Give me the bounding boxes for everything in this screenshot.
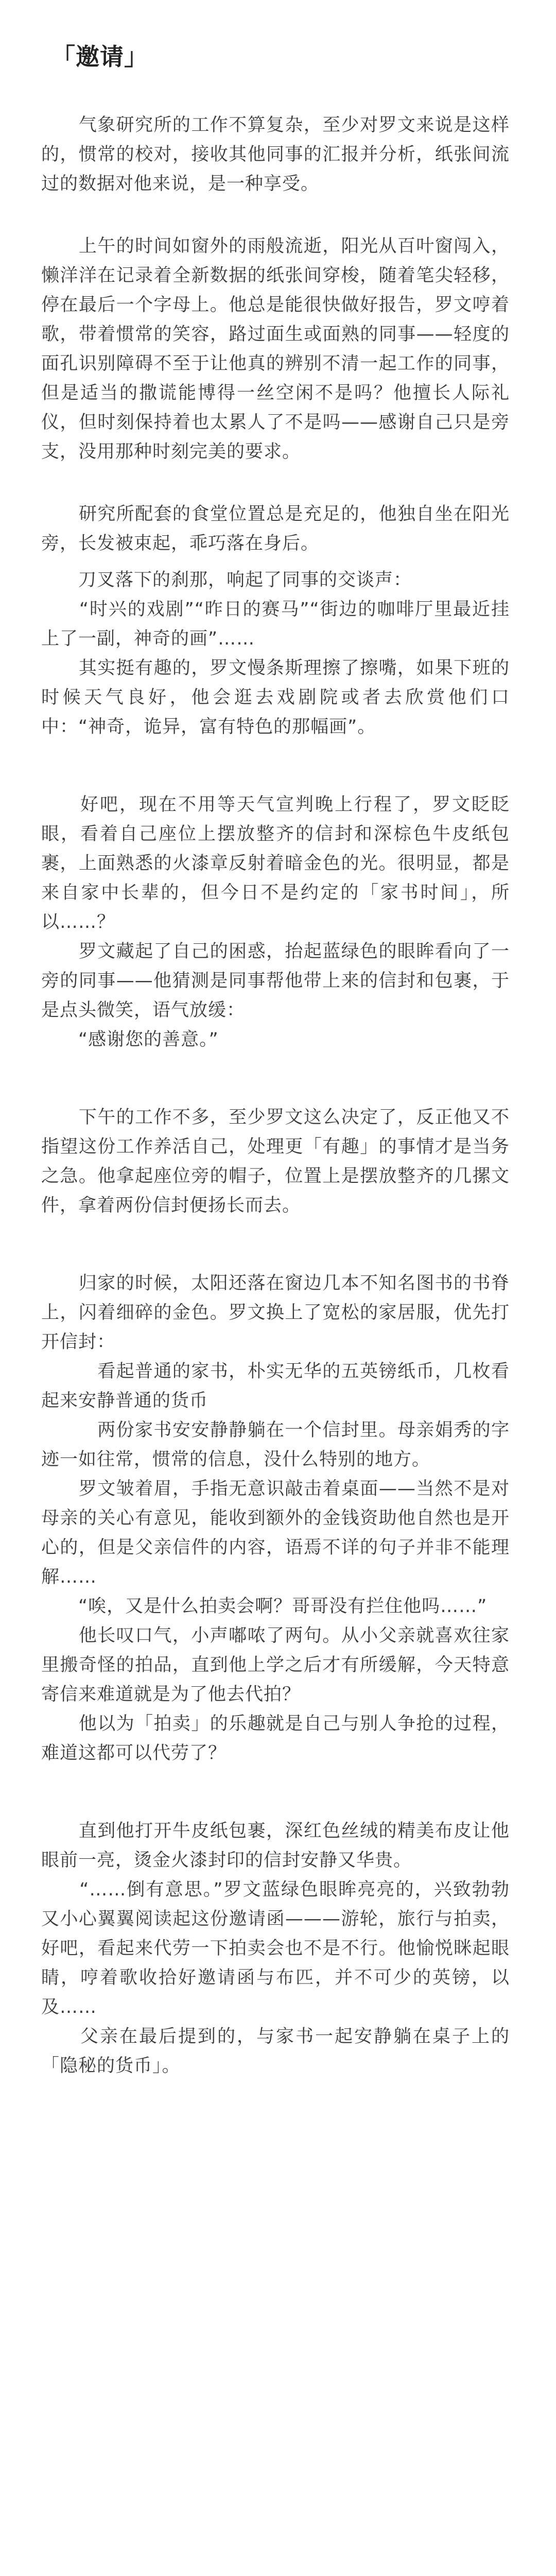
paragraph: “时兴的戏剧”“昨日的赛马”“街边的咖啡厅里最近挂上了一副，神奇的画”…… — [41, 599, 510, 649]
paragraph: 父亲在最后提到的，与家书一起安静躺在桌子上的「隐秘的货币」。 — [41, 2026, 510, 2076]
paragraph: 他长叹口气，小声嘟哝了两句。从小父亲就喜欢往家里搬奇怪的拍品，直到他上学之后才有所缓解，今天特意寄信来难道就是为了他去代拍？ — [41, 1625, 510, 1705]
article-title: 「邀请」 — [51, 43, 148, 71]
paragraph: 下午的工作不多，至少罗文这么决定了，反正他又不指望这份工作养活自己，处理更「有趣」的事情才是当务之急。他拿起座位旁的帽子，位置上是摆放整齐的几摞文件，拿着两份信封便扬长而去。 — [41, 1107, 510, 1216]
paragraph: 好吧，现在不用等天气宣判晚上行程了，罗文眨眨眼，看着自己座位上摆放整齐的信封和深棕色牛皮纸包裹，上面熟悉的火漆章反射着暗金色的光。很明显，都是来自家中长辈的，但今日不是约定的「家书时间」，所以……？ — [41, 794, 510, 933]
paragraph: 其实挺有趣的，罗文慢条斯理擦了擦嘴，如果下班的时候天气良好，他会逛去戏剧院或者去欣赏他们口中：“神奇，诡异，富有特色的那幅画”。 — [41, 658, 510, 737]
article-body — [41, 111, 510, 2081]
paragraph: 直到他打开牛皮纸包裹，深红色丝绒的精美布皮让他眼前一亮，烫金火漆封印的信封安静又华贵。 — [41, 1821, 510, 1871]
paragraph: 归家的时候，太阳还落在窗边几本不知名图书的书脊上，闪着细碎的金色。罗文换上了宽松的家居服，优先打开信封： — [41, 1273, 510, 1352]
paragraph: “唉，又是什么拍卖会啊？哥哥没有拦住他吗……” — [41, 1596, 488, 1617]
paragraph: 气象研究所的工作不算复杂，至少对罗文来说是这样的，惯常的校对，接收其他同事的汇报并分析，纸张间流过的数据对他来说，是一种享受。 — [41, 115, 510, 194]
paragraph: 上午的时间如窗外的雨般流逝，阳光从百叶窗闯入，懒洋洋在记录着全新数据的纸张间穿梭，随着笔尖轻移，停在最后一个字母上。他总是能很快做好报告，罗文哼着歌，带着惯常的笑容，路过面生或面熟的同事——轻度的面孔识别障碍不至于让他真的辨别不清一起工作的同事，但是适当的撒谎能博得一丝空闲不是吗？他擅长人际礼仪，但时刻保持着也太累人了不是吗——感谢自己只是旁支，没用那种时刻完美的要求。 — [41, 236, 510, 462]
paragraph: 罗文藏起了自己的困惑，抬起蓝绿色的眼眸看向了一旁的同事——他猜测是同事帮他带上来的信封和包裹，于是点头微笑，语气放缓： — [41, 941, 510, 1021]
paragraph: 两份家书安安静静躺在一个信封里。母亲娟秀的字迹一如往常，惯常的信息，没什么特别的地方。 — [41, 1420, 510, 1470]
paragraph: “感谢您的善意。” — [41, 1029, 219, 1050]
paragraph: 罗文皱着眉，手指无意识敲击着桌面——当然不是对母亲的关心有意见，能收到额外的金钱资助他自然也是开心的，但是父亲信件的内容，语焉不详的句子并非不能理解…… — [41, 1479, 510, 1587]
paragraph: 刀叉落下的刹那，响起了同事的交谈声： — [41, 570, 412, 590]
paragraph: 看起普通的家书，朴实无华的五英镑纸币，几枚看起来安静普通的货币 — [41, 1361, 510, 1411]
paragraph: 研究所配套的食堂位置总是充足的，他独自坐在阳光旁，长发被束起，乖巧落在身后。 — [41, 504, 510, 554]
paragraph: “……倒有意思。”罗文蓝绿色眼眸亮亮的，兴致勃勃又小心翼翼阅读起这份邀请函———游轮，旅行与拍卖，好吧，看起来代劳一下拍卖会也不是不行。他愉悦眯起眼睛，哼着歌收拾好邀请函与布匹，并不可少的英镑，以及…… — [41, 1879, 510, 2018]
paragraph: 他以为「拍卖」的乐趣就是自己与别人争抢的过程，难道这都可以代劳了？ — [41, 1714, 510, 1764]
